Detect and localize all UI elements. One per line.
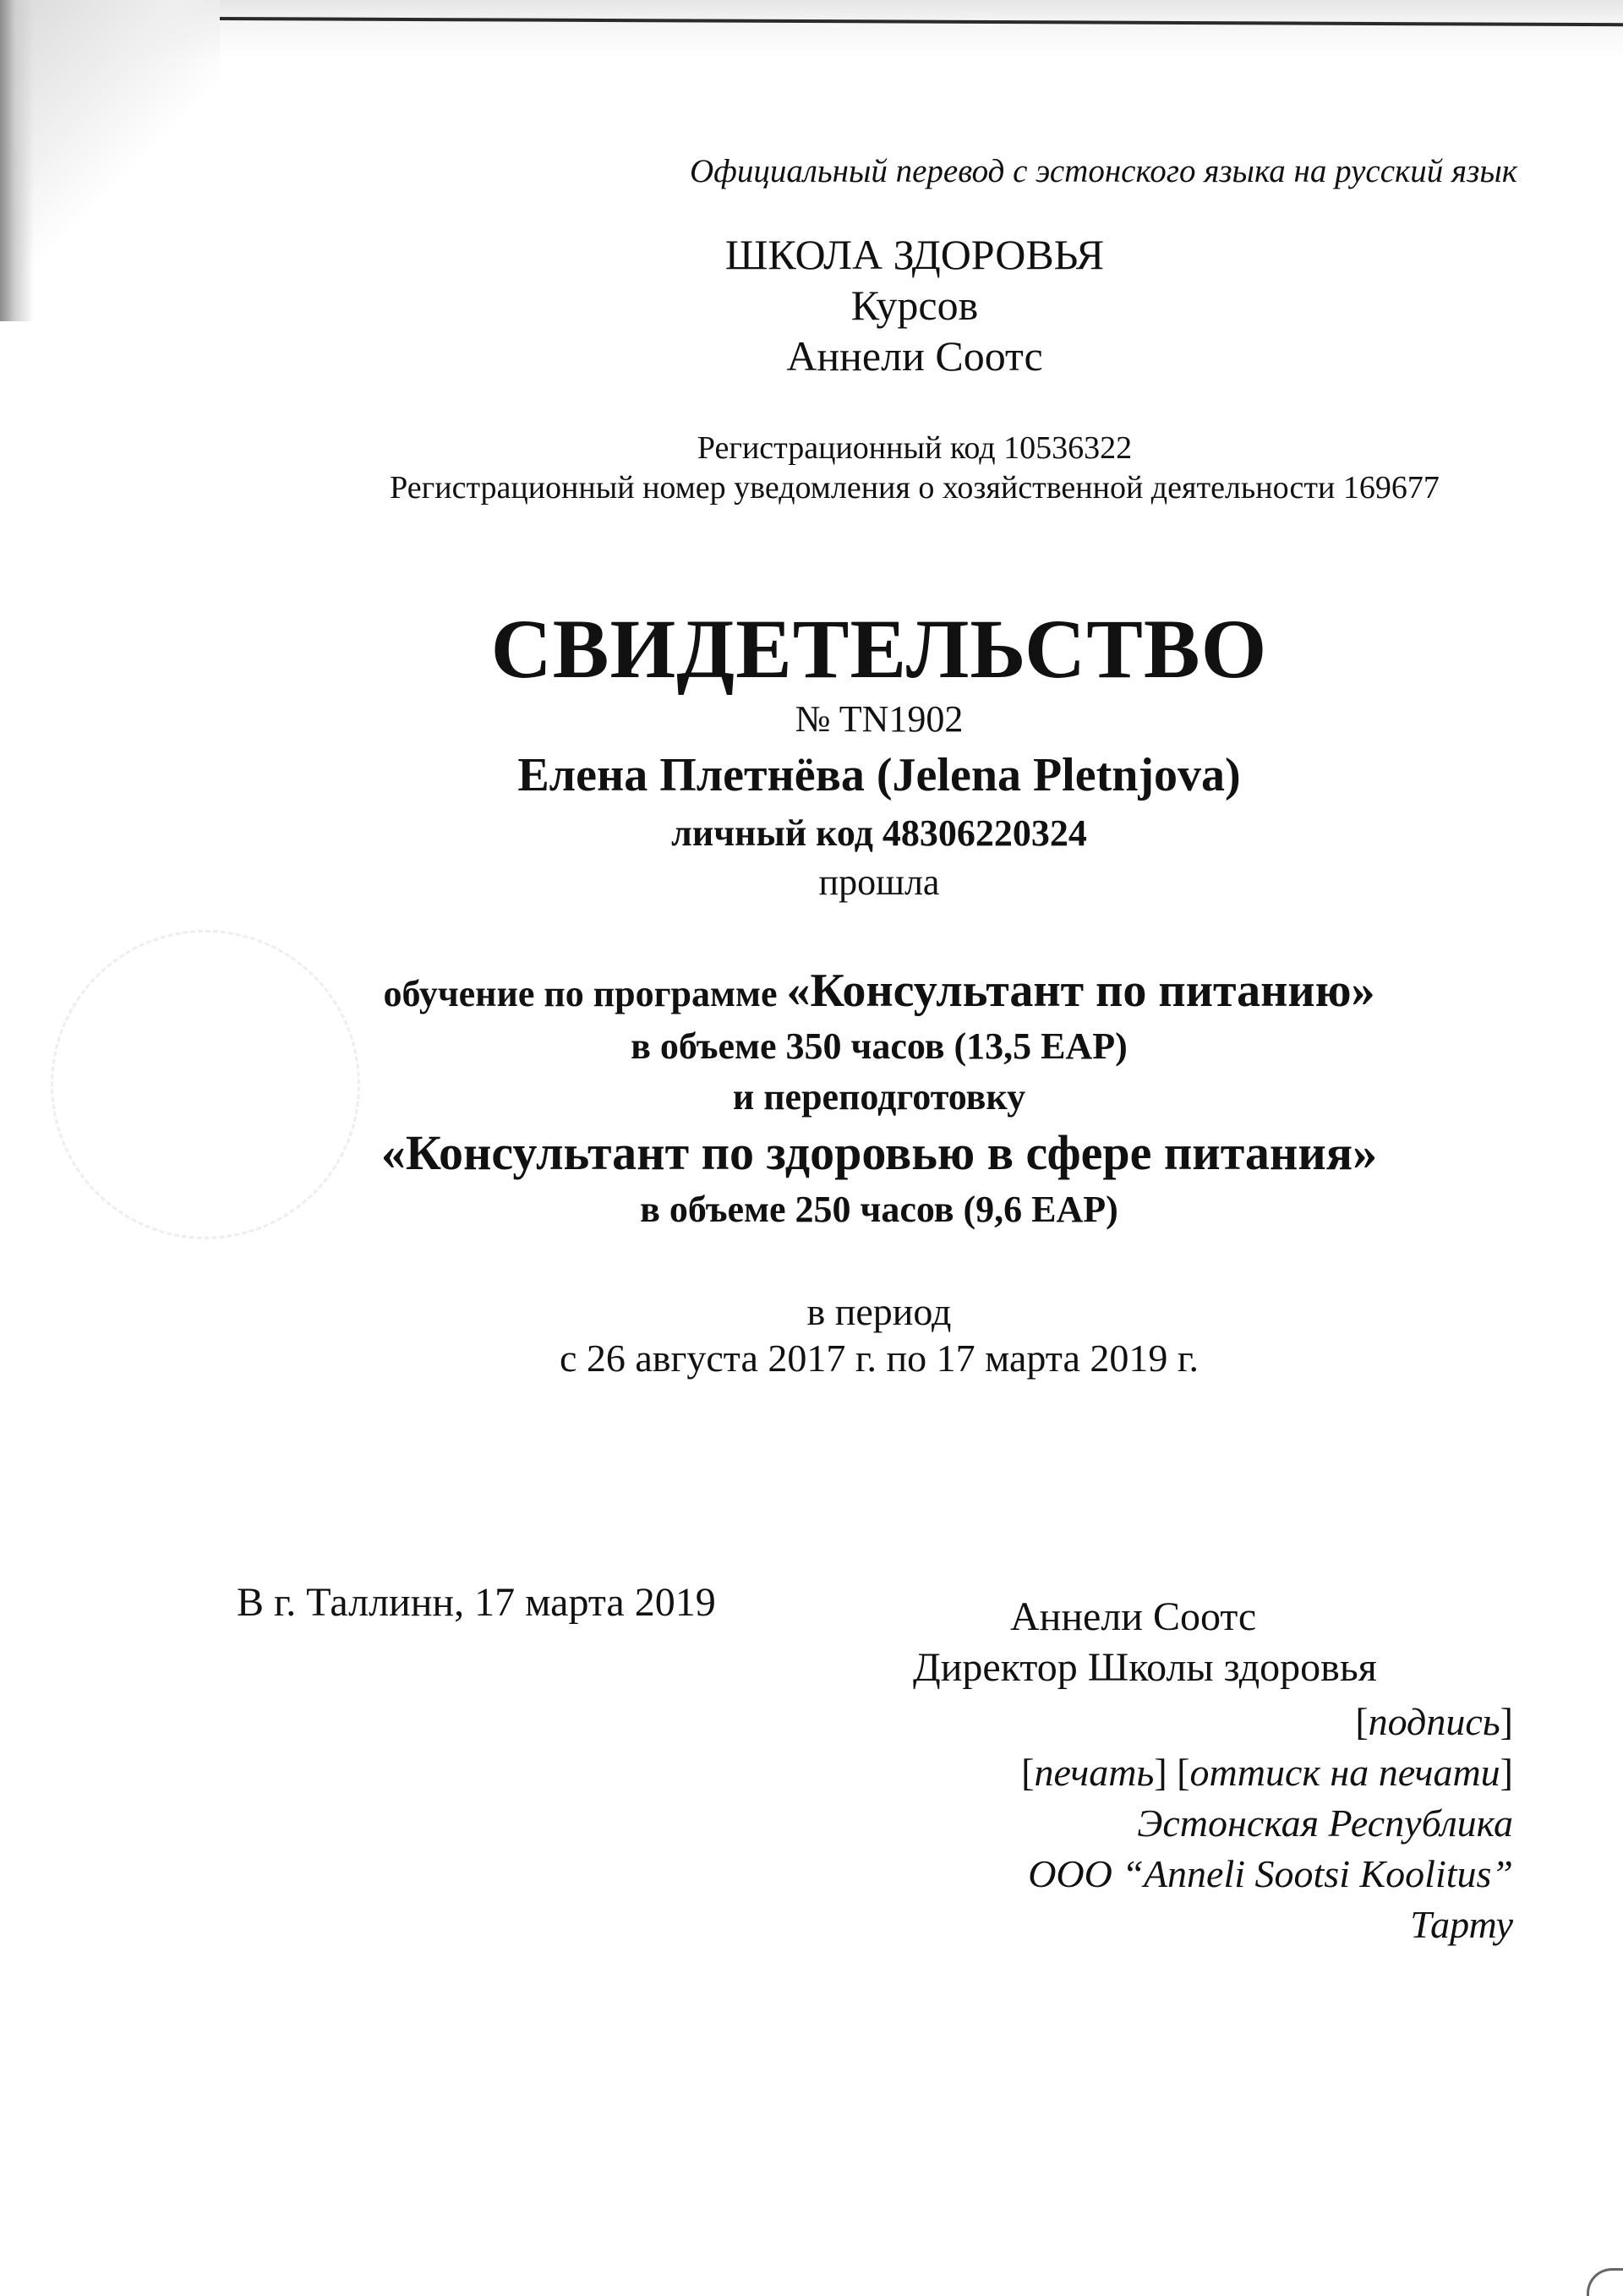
school-name-line2: Курсов	[850, 282, 979, 329]
retraining-label: и переподготовку	[732, 1076, 1026, 1118]
retraining-program-name: «Консультант по здоровью в сфере питания»	[380, 1125, 1378, 1180]
personal-code: личный код 48306220324	[671, 812, 1087, 854]
bracket-open: [	[1021, 1751, 1035, 1794]
stamp-text-city: Тарту	[1410, 1903, 1513, 1946]
stamp-text-country: Эстонская Республика	[1137, 1801, 1513, 1845]
stamp-note-text: печать	[1034, 1751, 1155, 1794]
program-prefix: обучение по программе	[383, 973, 787, 1014]
stamp-text-company: ООО “Anneli Sootsi Koolitus”	[1028, 1852, 1513, 1895]
page-corner-mark	[1587, 2268, 1623, 2296]
bracket-separator: ] [	[1154, 1751, 1190, 1794]
registration-notice-number: Регистрационный номер уведомления о хозяйственной деятельности 169677	[390, 470, 1440, 506]
program-line	[68, 964, 1623, 1018]
signature-note	[1355, 1699, 1513, 1744]
period-label: в период	[806, 1290, 952, 1333]
school-name: ШКОЛА ЗДОРОВЬЯ	[724, 231, 1105, 278]
signer-name: Аннели Соотс	[1010, 1594, 1257, 1639]
stamp-note	[1021, 1750, 1513, 1795]
period-dates: с 26 августа 2017 г. по 17 марта 2019 г.	[559, 1337, 1199, 1380]
bracket-close: ]	[1500, 1751, 1513, 1794]
bracket-close: ]	[1500, 1700, 1513, 1743]
stamp-impression-note-text: оттиск на печати	[1189, 1751, 1500, 1794]
scan-shadow-top	[0, 0, 1623, 59]
place-and-date: В г. Таллинн, 17 марта 2019	[237, 1580, 716, 1625]
bracket-open: [	[1355, 1700, 1369, 1743]
retraining-volume: в объеме 250 часов (9,6 EAP)	[640, 1189, 1118, 1230]
translation-note: Официальный перевод с эстонского языка на русский язык	[690, 153, 1517, 189]
scan-shadow-left	[0, 0, 34, 321]
program-volume: в объеме 350 часов (13,5 EAP)	[631, 1025, 1128, 1067]
certificate-title: СВИДЕТЕЛЬСТВО	[490, 602, 1268, 696]
certificate-number: № TN1902	[795, 698, 964, 740]
person-name: Елена Плетнёва (Jelena Pletnjova)	[517, 749, 1241, 801]
signer-title: Директор Школы здоровья	[913, 1645, 1377, 1690]
passed-label: прошла	[818, 861, 940, 903]
registration-code: Регистрационный код 10536322	[697, 430, 1133, 466]
program-name: «Консультант по питанию»	[786, 965, 1375, 1017]
school-name-line3: Аннели Соотс	[786, 332, 1043, 380]
signature-note-text: подпись	[1368, 1700, 1500, 1743]
